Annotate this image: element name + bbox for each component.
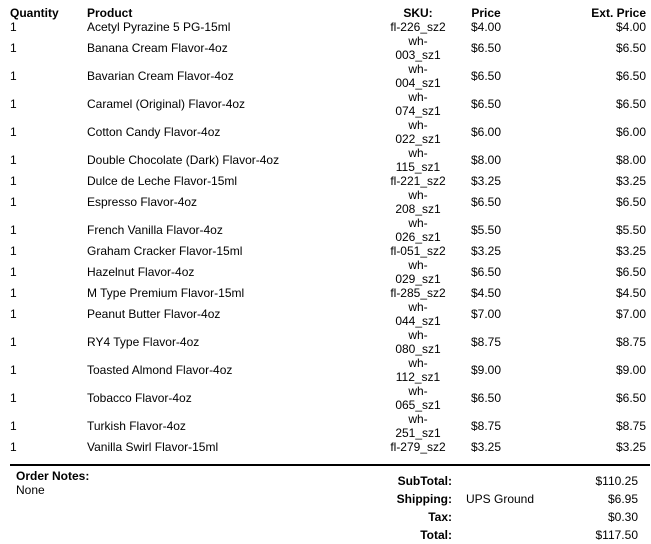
item-product: Turkish Flavor-4oz — [87, 419, 186, 433]
table-row — [10, 118, 646, 146]
item-product: Toasted Almond Flavor-4oz — [87, 363, 233, 377]
item-sku: wh- 208_sz1 — [395, 188, 441, 216]
item-ext-price: $8.75 — [615, 419, 646, 433]
table-row — [10, 216, 646, 244]
subtotal-amount: $110.25 — [595, 474, 638, 488]
item-sku: wh- 022_sz1 — [395, 118, 441, 146]
item-quantity: 1 — [10, 244, 17, 258]
item-product: M Type Premium Flavor-15ml — [87, 286, 245, 300]
item-price: $7.00 — [470, 307, 502, 321]
table-row — [10, 62, 646, 90]
item-quantity: 1 — [10, 391, 17, 405]
item-quantity: 1 — [10, 195, 17, 209]
shipping-amount: $6.95 — [607, 492, 638, 506]
shipping-row — [340, 490, 638, 508]
item-ext-price: $4.00 — [615, 20, 646, 34]
table-row — [10, 90, 646, 118]
item-quantity: 1 — [10, 153, 17, 167]
item-sku: fl-051_sz2 — [390, 244, 446, 258]
item-ext-price: $4.50 — [615, 286, 646, 300]
item-sku: wh- 044_sz1 — [395, 300, 441, 328]
item-product: Acetyl Pyrazine 5 PG-15ml — [87, 20, 231, 34]
item-quantity: 1 — [10, 69, 17, 83]
item-ext-price: $9.00 — [615, 363, 646, 377]
item-price: $6.50 — [470, 391, 502, 405]
table-row — [10, 286, 646, 300]
item-product: Double Chocolate (Dark) Flavor-4oz — [87, 153, 280, 167]
item-price: $6.50 — [470, 265, 502, 279]
order-items-table — [10, 6, 646, 454]
tax-amount: $0.30 — [607, 510, 638, 524]
item-quantity: 1 — [10, 20, 17, 34]
item-ext-price: $6.50 — [615, 265, 646, 279]
item-product: Espresso Flavor-4oz — [87, 195, 198, 209]
item-price: $3.25 — [470, 174, 502, 188]
item-price: $8.00 — [470, 153, 502, 167]
item-product: Hazelnut Flavor-4oz — [87, 265, 195, 279]
subtotal-label: SubTotal: — [397, 474, 452, 488]
item-quantity: 1 — [10, 125, 17, 139]
item-quantity: 1 — [10, 265, 17, 279]
item-price: $6.50 — [470, 69, 502, 83]
item-quantity: 1 — [10, 41, 17, 55]
item-quantity: 1 — [10, 286, 17, 300]
item-sku: fl-226_sz2 — [390, 20, 446, 34]
item-ext-price: $6.50 — [615, 195, 646, 209]
table-row — [10, 174, 646, 188]
item-price: $4.50 — [470, 286, 502, 300]
table-row — [10, 258, 646, 286]
item-price: $6.50 — [470, 41, 502, 55]
shipping-method: UPS Ground — [466, 492, 535, 506]
item-price: $6.50 — [470, 97, 502, 111]
item-product: RY4 Type Flavor-4oz — [87, 335, 200, 349]
item-price: $3.25 — [470, 244, 502, 258]
item-price: $6.00 — [470, 125, 502, 139]
table-row — [10, 20, 646, 34]
total-label: Total: — [420, 528, 452, 542]
item-product: Caramel (Original) Flavor-4oz — [87, 97, 246, 111]
total-row — [340, 526, 638, 544]
quantity-header: Quantity — [10, 6, 59, 20]
item-quantity: 1 — [10, 363, 17, 377]
item-ext-price: $7.00 — [615, 307, 646, 321]
item-sku: wh- 080_sz1 — [395, 328, 441, 356]
item-product: Peanut Butter Flavor-4oz — [87, 307, 221, 321]
item-price: $8.75 — [470, 419, 502, 433]
item-sku: wh- 004_sz1 — [395, 62, 441, 90]
item-price: $6.50 — [470, 195, 502, 209]
table-row — [10, 300, 646, 328]
item-sku: wh- 029_sz1 — [395, 258, 441, 286]
item-quantity: 1 — [10, 419, 17, 433]
item-price: $9.00 — [470, 363, 502, 377]
table-row — [10, 440, 646, 454]
tax-label: Tax: — [428, 510, 452, 524]
order-totals — [340, 472, 638, 544]
item-sku: fl-221_sz2 — [390, 174, 446, 188]
table-row — [10, 244, 646, 258]
ext-price-header: Ext. Price — [591, 6, 646, 20]
item-ext-price: $6.50 — [615, 97, 646, 111]
item-quantity: 1 — [10, 440, 17, 454]
item-product: French Vanilla Flavor-4oz — [87, 223, 223, 237]
item-price: $4.00 — [470, 20, 502, 34]
item-ext-price: $3.25 — [615, 174, 646, 188]
item-quantity: 1 — [10, 335, 17, 349]
item-ext-price: $3.25 — [615, 244, 646, 258]
item-product: Cotton Candy Flavor-4oz — [87, 125, 221, 139]
item-price: $8.75 — [470, 335, 502, 349]
total-amount: $117.50 — [595, 528, 638, 542]
total-spacer — [452, 526, 566, 544]
table-row — [10, 328, 646, 356]
table-row — [10, 34, 646, 62]
item-sku: wh- 065_sz1 — [395, 384, 441, 412]
item-ext-price: $3.25 — [615, 440, 646, 454]
table-header-row — [10, 6, 646, 20]
totals-divider — [10, 464, 650, 466]
sku-header: SKU: — [403, 6, 433, 20]
shipping-label: Shipping: — [396, 492, 452, 506]
item-product: Tobacco Flavor-4oz — [87, 391, 192, 405]
item-ext-price: $6.50 — [615, 391, 646, 405]
item-sku: wh- 003_sz1 — [395, 34, 441, 62]
order-notes-label: Order Notes: — [16, 469, 90, 483]
item-ext-price: $5.50 — [615, 223, 646, 237]
table-row — [10, 146, 646, 174]
table-row — [10, 384, 646, 412]
table-row — [10, 356, 646, 384]
price-header: Price — [471, 6, 501, 20]
item-sku: wh- 074_sz1 — [395, 90, 441, 118]
item-sku: fl-285_sz2 — [390, 286, 446, 300]
item-sku: fl-279_sz2 — [390, 440, 446, 454]
tax-spacer — [452, 508, 566, 526]
item-product: Vanilla Swirl Flavor-15ml — [87, 440, 219, 454]
order-notes-value: None — [16, 483, 45, 497]
item-ext-price: $6.50 — [615, 41, 646, 55]
item-quantity: 1 — [10, 174, 17, 188]
item-quantity: 1 — [10, 307, 17, 321]
item-sku: wh- 115_sz1 — [395, 146, 441, 174]
item-ext-price: $8.75 — [615, 335, 646, 349]
order-notes — [16, 469, 216, 497]
item-price: $5.50 — [470, 223, 502, 237]
item-sku: wh- 251_sz1 — [395, 412, 441, 440]
item-product: Banana Cream Flavor-4oz — [87, 41, 228, 55]
item-sku: wh- 026_sz1 — [395, 216, 441, 244]
subtotal-spacer — [452, 472, 566, 490]
item-ext-price: $6.00 — [615, 125, 646, 139]
item-product: Dulce de Leche Flavor-15ml — [87, 174, 238, 188]
order-items-body — [10, 20, 646, 454]
subtotal-row — [340, 472, 638, 490]
item-ext-price: $6.50 — [615, 69, 646, 83]
tax-row — [340, 508, 638, 526]
product-header: Product — [87, 6, 133, 20]
item-ext-price: $8.00 — [615, 153, 646, 167]
item-price: $3.25 — [470, 440, 502, 454]
item-quantity: 1 — [10, 223, 17, 237]
item-product: Bavarian Cream Flavor-4oz — [87, 69, 234, 83]
table-row — [10, 188, 646, 216]
item-quantity: 1 — [10, 97, 17, 111]
table-row — [10, 412, 646, 440]
item-product: Graham Cracker Flavor-15ml — [87, 244, 243, 258]
item-sku: wh- 112_sz1 — [395, 356, 441, 384]
